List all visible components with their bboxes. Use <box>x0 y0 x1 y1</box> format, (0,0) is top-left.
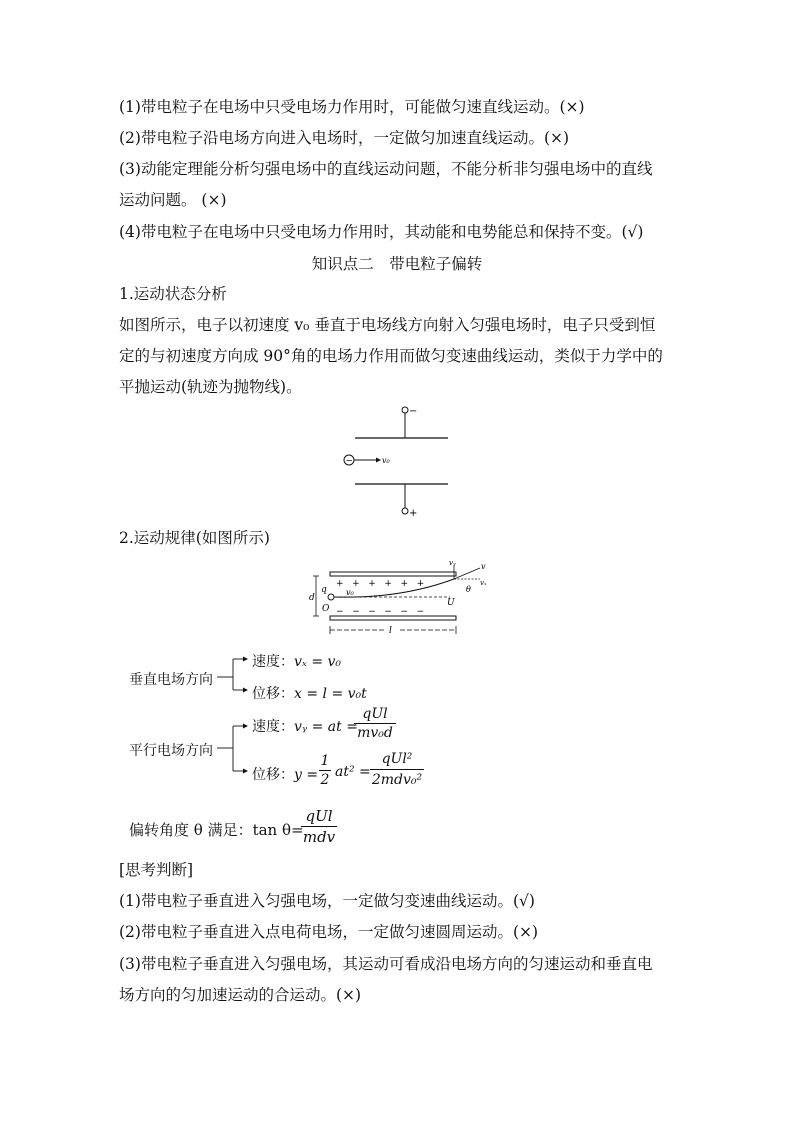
terminal-bottom-label: + <box>409 508 418 519</box>
subsection-title-1: 1.运动状态分析 <box>119 285 227 303</box>
para-speed <box>252 716 358 736</box>
subsection-title-2: 2.运动规律(如图所示) <box>119 529 270 547</box>
para-speed-frac <box>354 706 396 742</box>
para-disp-den: 2mdv₀² <box>371 772 423 788</box>
judgement-line-4: (4)带电粒子在电场中只受电场力作用时，其动能和电势能总和保持不变。(√) <box>119 223 644 241</box>
think-line-1: (1)带电粒子垂直进入匀强电场，一定做匀变速曲线运动。(√) <box>119 892 535 910</box>
para-disp-label: 位移： <box>252 767 294 783</box>
perp-disp-label: 位移： <box>252 686 294 702</box>
half-num: 1 <box>320 753 330 769</box>
figure-electron-plates <box>330 402 460 522</box>
paragraph-line-2: 定的与初速度方向成 90°角的电场力作用而做匀变速曲线运动，类似于力学中的 <box>119 347 663 365</box>
deflect-label: 偏转角度 θ 满足：tan θ= <box>129 821 304 839</box>
terminal-top <box>402 407 408 413</box>
para-disp-mid: at² = <box>335 764 371 780</box>
perp-disp <box>252 683 367 703</box>
v-label: v <box>481 562 486 571</box>
upper-plate <box>330 572 456 576</box>
velocity-arrow-head <box>376 458 381 463</box>
deflect-frac <box>301 806 337 848</box>
perp-label: 垂直电场方向 <box>129 672 213 688</box>
vx-label: vₓ <box>480 579 487 587</box>
plus-row: + + + + + + <box>336 579 425 589</box>
deflect-num: qUl <box>301 806 337 827</box>
para-disp-num: qUl² <box>370 750 424 770</box>
judgement-line-2: (2)带电粒子沿电场方向进入电场时，一定做匀加速直线运动。(×) <box>119 129 570 147</box>
section-title: 知识点二 带电粒子偏转 <box>311 255 483 273</box>
para-label: 平行电场方向 <box>129 743 213 759</box>
para-disp <box>252 764 318 784</box>
deflect-den: mdv <box>302 828 336 846</box>
O-label: O <box>322 604 330 614</box>
para-disp-lhs: y = <box>294 767 319 783</box>
para-speed-label: 速度： <box>252 719 294 735</box>
figure-deflection <box>300 555 500 645</box>
perp-speed-label: 速度： <box>252 654 294 670</box>
l-label: l <box>389 626 392 636</box>
U-label: U <box>447 598 455 608</box>
paragraph-line-1: 如图所示，电子以初速度 v₀ 垂直于电场线方向射入匀强电场时，电子只受到恒 <box>119 316 656 334</box>
judgement-line-3-cont: 运动问题。 (×) <box>119 191 227 209</box>
think-line-3: (3)带电粒子垂直进入匀强电场，其运动可看成沿电场方向的匀速运动和垂直电 <box>119 955 653 973</box>
theta-label: θ <box>466 585 471 594</box>
perp-speed <box>252 651 341 671</box>
judgement-line-3: (3)动能定理能分析匀强电场中的直线运动问题，不能分析非匀强电场中的直线 <box>119 160 653 178</box>
para-speed-num: qUl <box>354 706 396 724</box>
think-line-2: (2)带电粒子垂直进入点电荷电场，一定做匀速圆周运动。(×) <box>119 923 539 941</box>
paragraph-line-3: 平抛运动(轨迹为抛物线)。 <box>119 378 302 396</box>
think-title: [思考判断] <box>119 861 194 879</box>
particle <box>328 594 334 600</box>
electron-sign: − <box>345 456 354 467</box>
para-speed-den: mv₀d <box>357 725 393 741</box>
terminal-bottom <box>402 508 408 514</box>
d-label: d <box>309 593 315 603</box>
rules-brackets <box>215 650 255 780</box>
terminal-top-label: − <box>409 406 418 417</box>
v0-label: v₀ <box>346 588 354 597</box>
para-speed-lhs: vᵧ = at = <box>294 719 358 735</box>
q-label: q <box>321 585 327 595</box>
para-disp-frac <box>370 750 424 790</box>
minus-row: − − − − − − <box>336 607 425 617</box>
think-line-3-cont: 场方向的匀加速运动的合运动。(×) <box>119 986 362 1004</box>
half-frac <box>319 753 331 789</box>
half-den: 2 <box>320 772 330 788</box>
perp-speed-expr: vₓ = v₀ <box>294 654 342 670</box>
v0-label: v₀ <box>382 456 390 465</box>
perp-disp-expr: x = l = v₀t <box>294 686 367 702</box>
vy-label: vᵧ <box>449 559 456 567</box>
judgement-line-1: (1)带电粒子在电场中只受电场力作用时，可能做匀速直线运动。(×) <box>119 98 585 116</box>
